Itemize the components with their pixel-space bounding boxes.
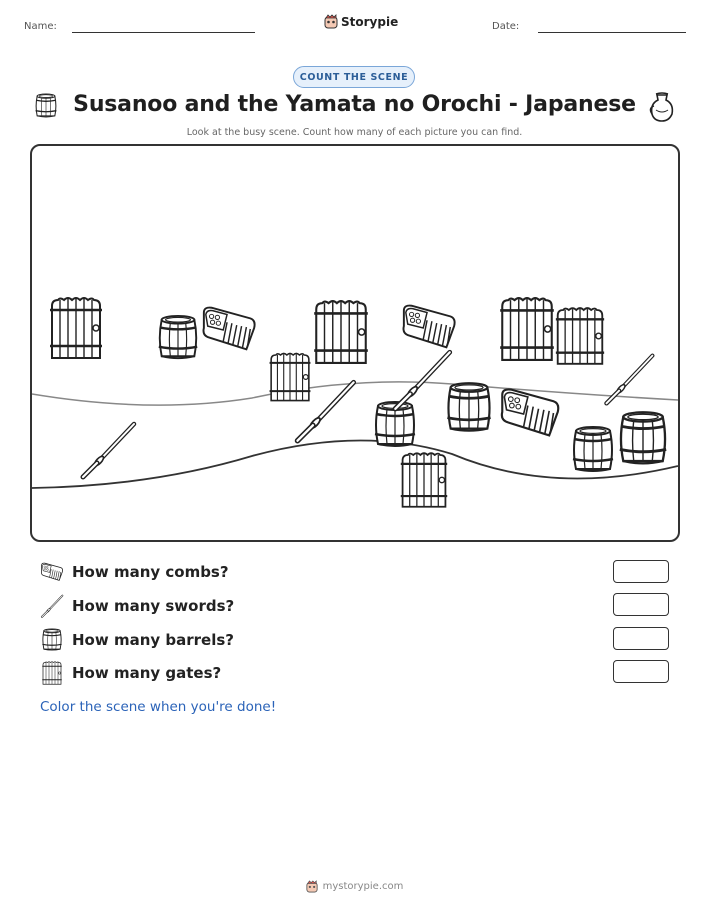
question-text: How many barrels? xyxy=(72,631,234,649)
instructions: Look at the busy scene. Count how many of each picture you can find. xyxy=(186,127,523,138)
answer-box-swords[interactable] xyxy=(613,593,669,616)
brand-name: Storypie xyxy=(341,14,399,29)
answer-box-gates[interactable] xyxy=(613,660,669,683)
question-gates xyxy=(40,661,221,685)
name-label: Name: xyxy=(24,21,57,32)
comb-icon xyxy=(40,561,64,583)
comb-2 xyxy=(403,306,454,348)
question-text: How many swords? xyxy=(72,597,235,615)
sword-3 xyxy=(395,352,449,409)
question-combs xyxy=(40,561,229,583)
barrel-3 xyxy=(447,383,490,431)
question-text: How many combs? xyxy=(72,563,229,581)
count-the-scene-badge: COUNT THE SCENE xyxy=(293,66,415,88)
question-text: How many gates? xyxy=(72,664,222,682)
sword-1 xyxy=(83,424,134,477)
color-note: Color the scene when you're done! xyxy=(40,699,277,715)
page-title: Susanoo and the Yamata no Orochi - Japanese xyxy=(73,92,636,117)
answer-box-combs[interactable] xyxy=(613,560,669,583)
scene-illustration xyxy=(32,146,678,540)
storypie-mascot-icon xyxy=(306,880,318,893)
gate-2 xyxy=(314,301,368,363)
barrel-5 xyxy=(620,412,666,463)
gate-6 xyxy=(401,453,447,507)
question-swords xyxy=(40,594,234,618)
comb-3 xyxy=(502,389,558,435)
comb-1 xyxy=(203,308,254,350)
gate-3 xyxy=(270,353,311,400)
footer-url[interactable]: mystorypie.com xyxy=(322,881,404,892)
barrel-4 xyxy=(573,427,613,471)
question-barrels xyxy=(40,628,234,652)
gate-4 xyxy=(500,298,554,360)
date-label: Date: xyxy=(492,21,520,32)
footer xyxy=(0,880,709,893)
brand-logo xyxy=(324,14,398,29)
sword-4 xyxy=(607,356,653,404)
jug-icon xyxy=(648,92,676,122)
barrel-icon xyxy=(40,628,64,652)
gate-5 xyxy=(556,308,604,364)
busy-scene xyxy=(30,144,680,542)
gate-icon xyxy=(40,661,64,685)
sword-icon xyxy=(40,594,64,618)
gate-1 xyxy=(50,298,102,358)
storypie-mascot-icon xyxy=(324,14,338,29)
answer-box-barrels[interactable] xyxy=(613,627,669,650)
barrel-1 xyxy=(159,316,197,358)
date-field[interactable] xyxy=(538,32,686,33)
name-field[interactable] xyxy=(72,32,255,33)
